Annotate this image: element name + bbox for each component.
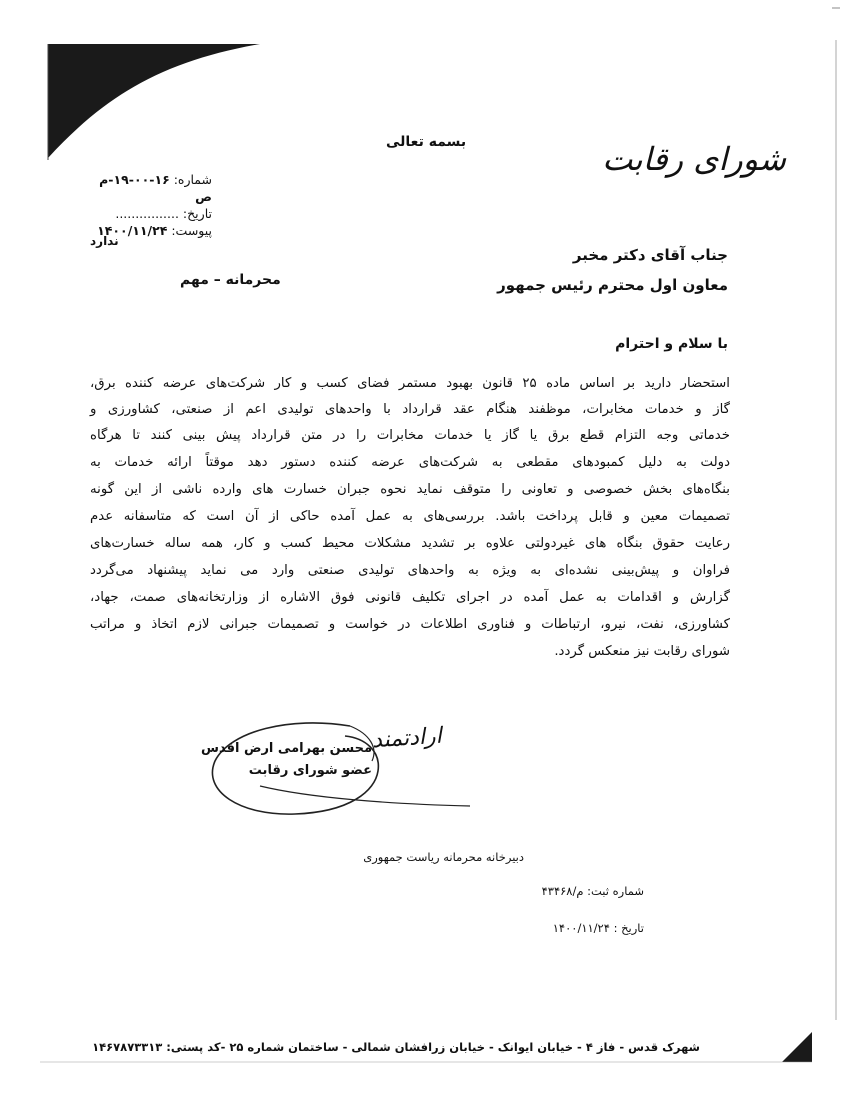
registration-office: دبیرخانه محرمانه ریاست جمهوری [363, 850, 524, 864]
body-line: فراوان و پیش‌بینی نشده‌ای به ویژه به واحدهای تولیدی صنعتی وارد می نماید پیشنهاد می‌گردد [90, 563, 730, 578]
signatory [201, 738, 372, 782]
signatory-title: عضو شورای رقابت [248, 763, 372, 778]
recipient-title: معاون اول محترم رئیس جمهور [497, 276, 728, 294]
registration-date: تاریخ : ۱۴۰۰/۱۱/۲۴ [552, 921, 644, 935]
body-line: شورای رقابت نیز منعکس گردد. [554, 644, 730, 659]
recipient-name: جناب آقای دکتر مخبر [572, 246, 728, 264]
body-line: گزارش و اقدامات به عمل آمده در اجرای تکلیف قانونی فوق الاشاره از وزارتخانه‌های صمت، جهاد، [90, 590, 730, 605]
body-line: خدماتی وجه التزام قطع برق یا گاز یا خدمات مخابرات را در متن قرارداد پیش بینی کنند تا هرگاه [90, 428, 730, 443]
bismillah-heading: بسمه تعالی [386, 134, 467, 150]
number-label: شماره: [173, 172, 212, 187]
classification-label: محرمانه – مهم [180, 272, 281, 288]
body-line: گاز و خدمات مخابرات، موظفند هنگام عقد قرارداد با واحدهای تولیدی اعم از صنعتی، کشاورزی و [90, 402, 730, 417]
body-line: استحضار دارید بر اساس ماده ۲۵ قانون بهبود مستمر فضای کسب و کار شرکت‌های عرضه کننده برق، [90, 376, 730, 391]
body-line: دولت به دلیل کمبودهای مقطعی به شرکت‌های عرضه کننده دستور دهد موقتاً ارائه خدمات به [90, 455, 730, 470]
attachment-value: ندارد [90, 234, 119, 248]
footer-address: شهرک قدس - فاز ۴ - خیابان ایوانک - خیابان زرافشان شمالی - ساختمان شماره ۲۵ -کد پستی: ۱۴۶۷۸۷۳۳۱۳ [92, 1040, 700, 1054]
handwritten-closing: ارادتمند [371, 723, 443, 754]
date-label: تاریخ: [182, 206, 212, 221]
body-line: کشاورزی، نفت، نیرو، ارتباطات و فناوری اطلاعات در خواست و تصمیمات جبرانی لازم اتخاذ و مراتب [90, 617, 730, 632]
recipient-block [497, 240, 728, 300]
letter-meta [80, 171, 212, 239]
council-logo: شورای رقابت [602, 140, 786, 178]
date-value: ۱۴۰۰/۱۱/۲۴ [97, 223, 168, 238]
greeting: با سلام و احترام [615, 336, 728, 352]
date-row: تاریخ: ................ [115, 206, 212, 221]
registration-number: شماره ثبت: م/۴۳۴۶۸ [541, 884, 644, 898]
attachment-label: پیوست: [171, 223, 212, 238]
number-row [80, 171, 212, 205]
number-value: ۱۶-۰۰-۱۹-م ص [99, 172, 212, 204]
body-line: رعایت حقوق بنگاه های غیردولتی علاوه بر تشدید مشکلات محیط کسب و کار، همه ساله خسارت‌های [90, 536, 730, 551]
body-line: تصمیمات معین و قابل پرداخت باشد. بررسی‌های به عمل آمده حاکی از آن است که متاسفانه عدم [90, 509, 730, 524]
signatory-name: محسن بهرامی ارض اقدس [201, 741, 372, 756]
body-line: بنگاه‌های بخش خصوصی و تعاونی را متوقف نماید نحوه جبران خسارت های وارده ناشی از این گونه [90, 482, 730, 497]
